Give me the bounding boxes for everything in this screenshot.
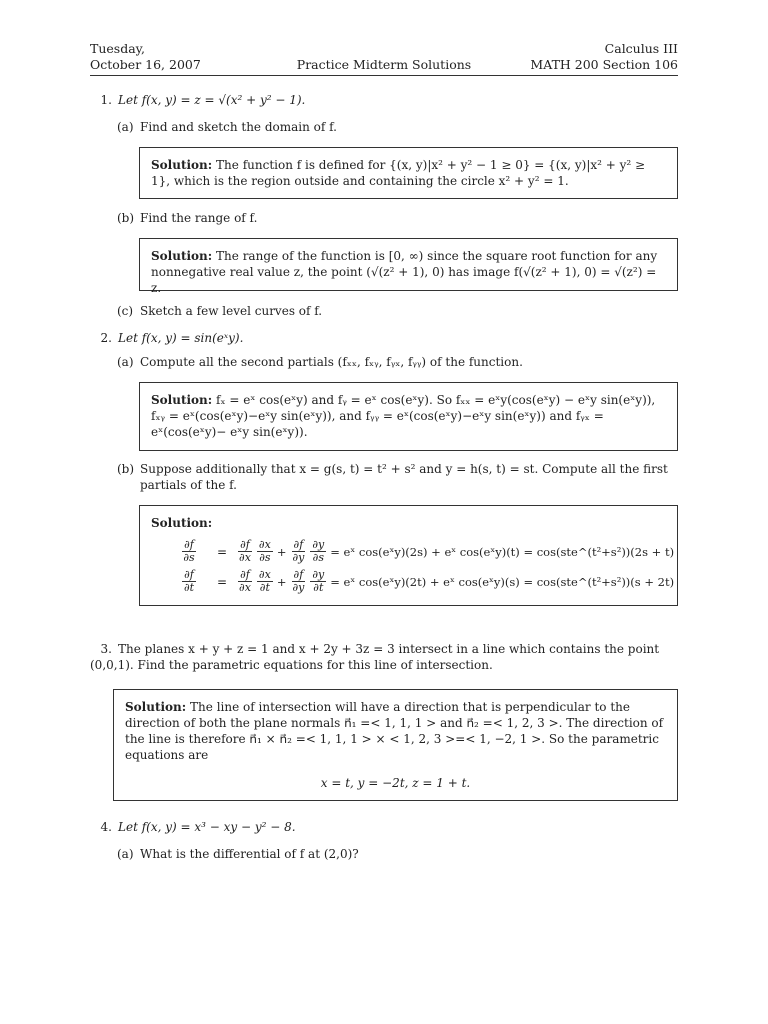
solution-label: Solution: <box>151 393 213 407</box>
lhs-fraction <box>171 569 207 594</box>
numerator: ∂y <box>312 538 325 551</box>
problem-number: 4. <box>100 820 112 834</box>
problem-2b <box>117 461 677 493</box>
header-right <box>530 41 678 73</box>
part-text: Suppose additionally that x = g(s, t) = t² + s² and y = h(s, t) = st. Compute all the first partials of the f. <box>140 462 668 492</box>
solution-label: Solution: <box>151 249 213 263</box>
part-text: Find the range of f. <box>140 211 258 225</box>
problem-number: 2. <box>100 331 112 345</box>
numerator: ∂y <box>312 568 325 581</box>
problem-1b <box>117 210 677 226</box>
numerator: ∂x <box>258 568 271 581</box>
header-date: October 16, 2007 <box>90 57 201 72</box>
solution-box-2b <box>139 505 678 606</box>
fraction <box>257 569 273 594</box>
header-course: Calculus III <box>604 41 678 56</box>
part-text: Find and sketch the domain of f. <box>140 120 337 134</box>
fraction <box>310 569 326 594</box>
header-rule <box>90 75 678 76</box>
denominator: ∂t <box>259 581 270 594</box>
part-label: (c) <box>117 304 134 318</box>
solution-text: The range of the function is [0, ∞) since the square root function for any nonnegative real value z, the point (√(z² + 1), 0) has image f(√(z² + 1), 0) = √(z²) = z. <box>151 249 658 295</box>
equation-rhs <box>237 539 674 564</box>
denominator: ∂s <box>312 551 324 564</box>
problem-number: 1. <box>100 93 112 107</box>
part-label: (a) <box>117 847 134 861</box>
fraction <box>290 569 306 594</box>
problem-1a <box>117 119 677 135</box>
fraction <box>257 539 273 564</box>
problem-text: The planes x + y + z = 1 and x + 2y + 3z = 3 intersect in a line which contains the point (0,0,1). Find the parametric equations for this line of intersection. <box>90 642 660 672</box>
solution-text: fₓ = eˣ cos(eˣy) and fᵧ = eˣ cos(eˣy). So fₓₓ = eˣy(cos(eˣy) − eˣy sin(eˣy)), fₓᵧ = eˣ(cos(eˣy)−eˣy sin(eˣy)), and fᵧᵧ = eˣ(cos(eˣy)−eˣy sin(eˣy)) and fᵧₓ = eˣ(cos(eˣy)− eˣy sin(eˣy)). <box>151 393 656 439</box>
problem-text: Let f(x, y) = z = √(x² + y² − 1). <box>118 93 306 107</box>
equals-sign: = <box>216 544 228 559</box>
fraction <box>290 539 306 564</box>
numerator: ∂f <box>240 538 250 551</box>
part-label: (b) <box>117 462 135 476</box>
problem-2 <box>90 330 678 346</box>
solution-text: The line of intersection will have a direction that is perpendicular to the direction of both the plane normals n⃗₁ =< 1, 1, 1 > and n⃗₂ =< 1, 2, 3 >. The direction of the line is therefore n⃗₁ × n⃗₂ =< 1, 1, 1 > × < 1, 2, 3 >=< 1, −2, 1 >. So the parametric equations are <box>125 700 664 762</box>
problem-text: Let f(x, y) = x³ − xy − y² − 8. <box>118 820 296 834</box>
plus-sign: + <box>276 574 287 589</box>
fraction <box>237 569 253 594</box>
denominator: ∂y <box>292 551 305 564</box>
denominator: ∂s <box>259 551 271 564</box>
equation-rest: = eˣ cos(eˣy)(2s) + eˣ cos(eˣy)(t) = cos(ste^(t²+s²))(2s + t) <box>330 544 675 559</box>
solution-box-1b <box>139 238 678 295</box>
denominator: ∂t <box>183 581 195 594</box>
solution-text: The function f is defined for {(x, y)|x² + y² − 1 ≥ 0} = {(x, y)|x² + y² ≥ 1}, which is the region outside and containing the circle x² + y² = 1. <box>151 158 646 188</box>
problem-4a <box>117 846 677 862</box>
solution-label: Solution: <box>125 700 187 714</box>
numerator: ∂x <box>258 538 271 551</box>
problem-1 <box>90 92 678 108</box>
problem-2a <box>117 354 677 370</box>
solution-label: Solution: <box>151 158 213 172</box>
fraction <box>310 539 326 564</box>
denominator: ∂s <box>183 551 195 564</box>
denominator: ∂y <box>292 581 305 594</box>
part-text: What is the differential of f at (2,0)? <box>140 847 359 861</box>
numerator: ∂f <box>240 568 250 581</box>
problem-text: Let f(x, y) = sin(eˣy). <box>118 331 244 345</box>
solution-box-1a <box>139 147 678 199</box>
numerator: ∂f <box>293 538 304 551</box>
denominator: ∂x <box>239 551 251 564</box>
lhs-fraction <box>171 539 207 564</box>
equation-rest: = eˣ cos(eˣy)(2t) + eˣ cos(eˣy)(s) = cos(ste^(t²+s²))(s + 2t) <box>330 574 675 589</box>
header-day: Tuesday, <box>90 41 146 56</box>
numerator: ∂f <box>184 538 194 551</box>
document-title: Practice Midterm Solutions <box>296 57 472 72</box>
solution-label: Solution: <box>151 516 213 530</box>
equation-rhs <box>237 569 674 594</box>
header-section: MATH 200 Section 106 <box>530 57 678 72</box>
part-text: Sketch a few level curves of f. <box>140 304 323 318</box>
numerator: ∂f <box>293 568 304 581</box>
part-label: (a) <box>117 120 134 134</box>
problem-1c <box>117 303 677 319</box>
part-text: Compute all the second partials (fₓₓ, fₓᵧ, fᵧₓ, fᵧᵧ) of the function. <box>140 355 523 369</box>
part-label: (a) <box>117 355 134 369</box>
problem-3 <box>90 641 678 673</box>
problem-number: 3. <box>100 642 112 656</box>
numerator: ∂f <box>184 568 194 581</box>
denominator: ∂t <box>313 581 324 594</box>
part-label: (b) <box>117 211 135 225</box>
solution-box-3 <box>113 689 678 801</box>
denominator: ∂x <box>239 581 251 594</box>
parametric-equations: x = t, y = −2t, z = 1 + t. <box>320 776 471 790</box>
equals-sign: = <box>216 574 228 589</box>
solution-box-2a <box>139 382 678 451</box>
chain-rule-equations <box>171 538 675 594</box>
fraction <box>237 539 253 564</box>
problem-4 <box>90 819 678 835</box>
plus-sign: + <box>276 544 287 559</box>
